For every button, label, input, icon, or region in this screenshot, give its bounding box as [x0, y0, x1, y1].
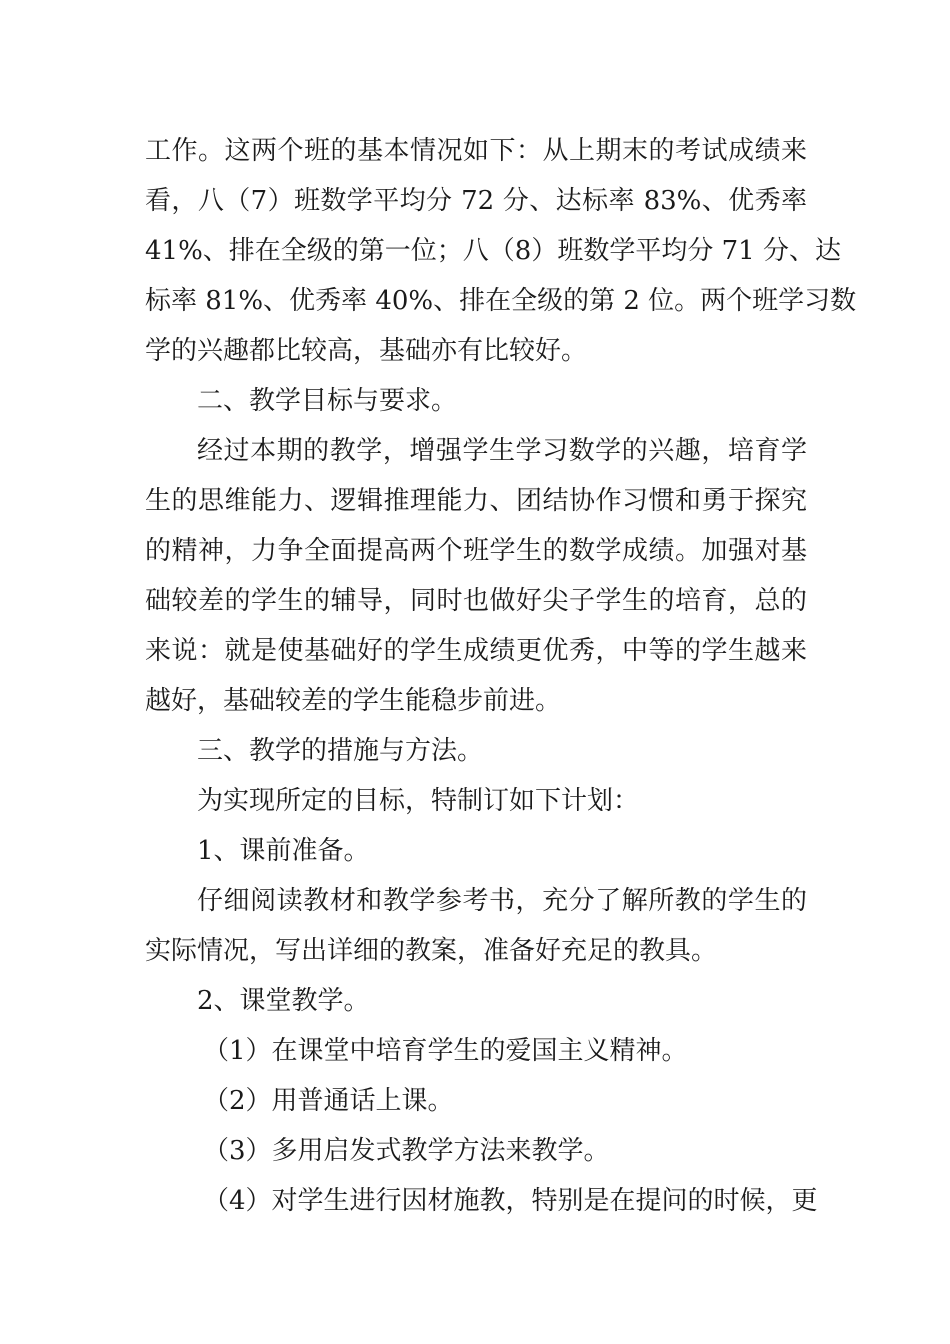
- text-line: 工作。这两个班的基本情况如下：从上期末的考试成绩来: [145, 136, 807, 166]
- text-line: 来说：就是使基础好的学生成绩更优秀，中等的学生越来: [145, 636, 807, 666]
- text-line: 标率 81%、优秀率 40%、排在全级的第 2 位。两个班学习数: [145, 286, 857, 316]
- list-item: （3）多用启发式教学方法来教学。: [203, 1136, 610, 1166]
- text-line: 生的思维能力、逻辑推理能力、团结协作习惯和勇于探究: [145, 486, 807, 516]
- list-item: （4）对学生进行因材施教，特别是在提问的时候，更: [203, 1186, 818, 1216]
- text-line: 为实现所定的目标，特制订如下计划：: [197, 786, 640, 816]
- subsection-heading: 1、课前准备。: [197, 836, 370, 866]
- text-line: 41%、排在全级的第一位；八（8）班数学平均分 71 分、达: [145, 236, 841, 266]
- text-line: 仔细阅读教材和教学参考书，充分了解所教的学生的: [197, 886, 807, 916]
- text-line: 础较差的学生的辅导，同时也做好尖子学生的培育，总的: [145, 586, 807, 616]
- text-line: 的精神，力争全面提高两个班学生的数学成绩。加强对基: [145, 536, 807, 566]
- subsection-heading: 2、课堂教学。: [197, 986, 370, 1016]
- text-line: 越好，基础较差的学生能稳步前进。: [145, 686, 562, 716]
- text-line: 看，八（7）班数学平均分 72 分、达标率 83%、优秀率: [145, 186, 807, 216]
- text-line: 经过本期的教学，增强学生学习数学的兴趣，培育学: [197, 436, 807, 466]
- list-item: （1）在课堂中培育学生的爱国主义精神。: [203, 1036, 688, 1066]
- section-heading: 二、教学目标与要求。: [197, 386, 458, 416]
- text-line: 实际情况，写出详细的教案，准备好充足的教具。: [145, 936, 718, 966]
- text-line: 学的兴趣都比较高，基础亦有比较好。: [145, 336, 588, 366]
- section-heading: 三、教学的措施与方法。: [197, 736, 484, 766]
- list-item: （2）用普通话上课。: [203, 1086, 454, 1116]
